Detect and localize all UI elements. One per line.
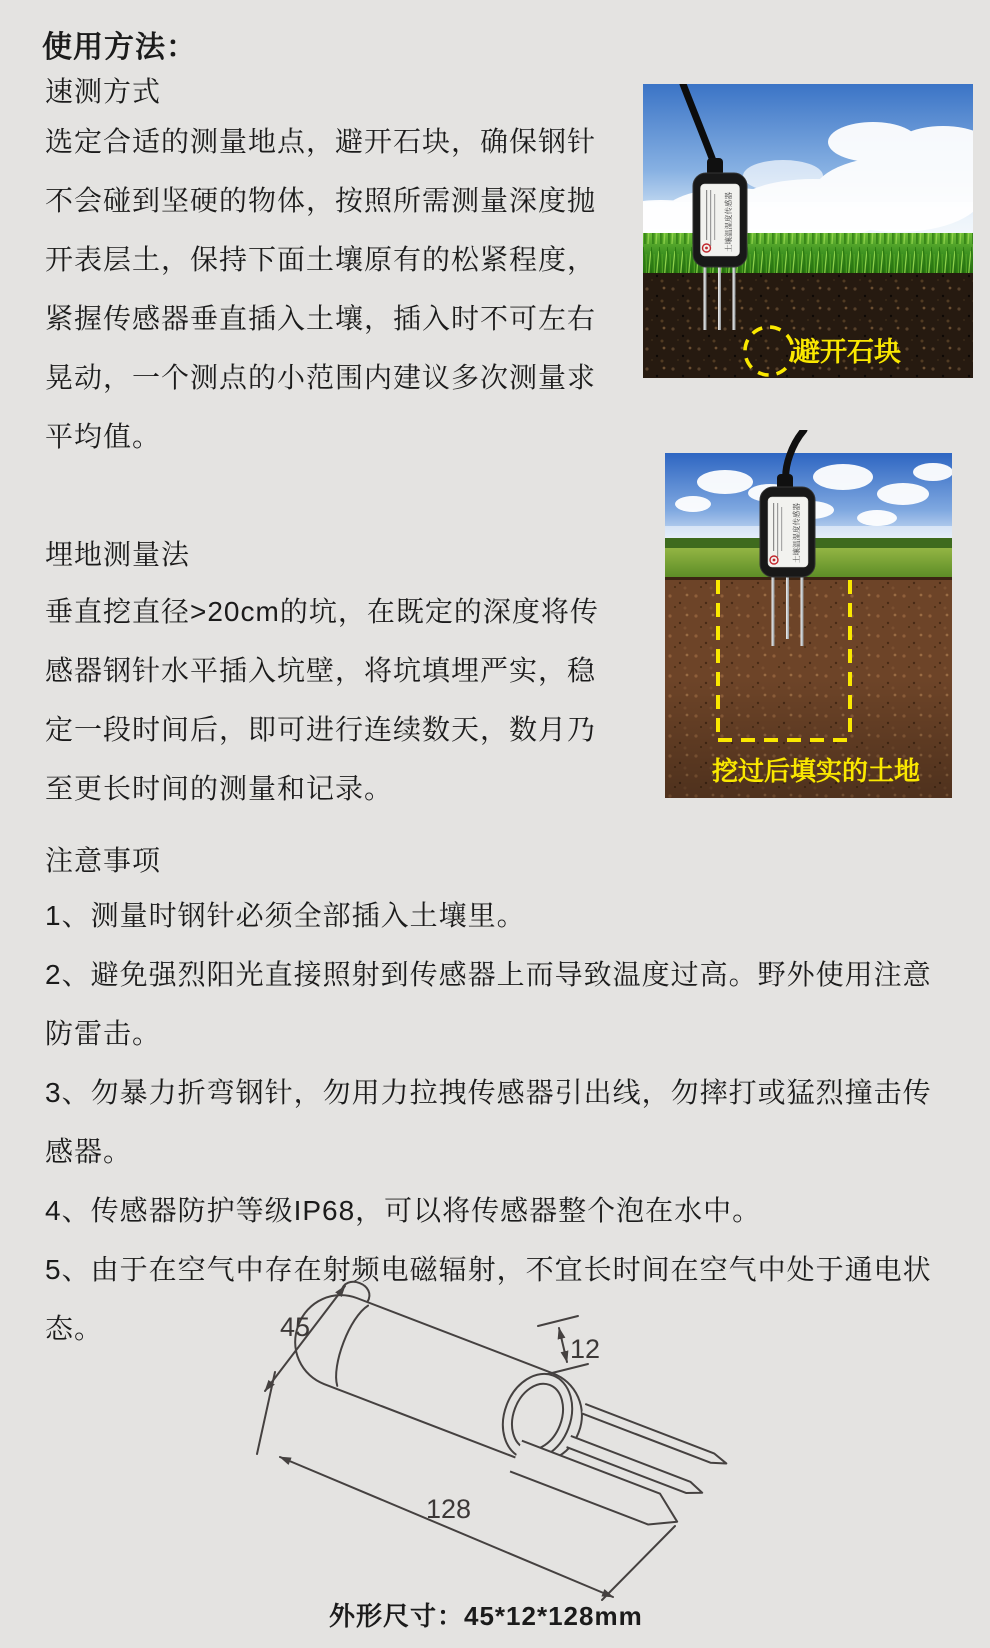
paragraph-buried-measure	[45, 582, 599, 818]
needle-icon	[704, 267, 707, 330]
paragraph-line: 平均值。	[45, 421, 162, 452]
paragraph-line: 垂直挖直径>20cm的坑，在既定的深度将传	[45, 596, 599, 627]
svg-text:128: 128	[426, 1494, 472, 1524]
needle-icon	[772, 577, 775, 646]
section-heading-quick-measure: 速测方式	[45, 76, 162, 107]
needle-icon	[801, 577, 804, 646]
paragraph-line: 至更长时间的测量和记录。	[45, 773, 394, 804]
paragraph-line: 晃动，一个测点的小范围内建议多次测量求	[45, 362, 597, 393]
figure-quick-measure-photo	[643, 84, 973, 378]
section-heading-notes: 注意事项	[45, 845, 162, 876]
svg-text:12: 12	[570, 1334, 601, 1364]
paragraph-quick-measure	[45, 112, 596, 466]
note-line: 1、测量时钢针必须全部插入土壤里。	[45, 900, 526, 931]
note-line: 感器。	[45, 1136, 133, 1167]
section-heading-buried-measure: 埋地测量法	[45, 539, 191, 570]
sensor-dimension-drawing	[230, 1270, 810, 1615]
note-line: 5、由于在空气中存在射频电磁辐射，不宜长时间在空气中处于通电状	[45, 1254, 932, 1285]
page-title: 使用方法：	[42, 31, 197, 64]
paragraph-line: 定一段时间后，即可进行连续数天，数月乃	[45, 714, 597, 745]
figure-buried-measure-photo	[665, 430, 952, 798]
note-line: 3、勿暴力折弯钢针，勿用力拉拽传感器引出线，勿摔打或猛烈撞击传	[45, 1077, 932, 1108]
sensor-outline-body	[277, 1270, 740, 1543]
paragraph-line: 选定合适的测量地点，避开石块，确保钢针	[45, 126, 597, 157]
needle-icon	[733, 267, 736, 330]
dimension-12	[538, 1316, 600, 1374]
note-line: 2、避免强烈阳光直接照射到传感器上而导致温度过高。野外使用注意	[45, 959, 932, 990]
note-line: 态。	[45, 1313, 104, 1344]
dimensions-caption: 外形尺寸：45*12*128mm	[329, 1601, 643, 1631]
sensor-label-text: 土壤温湿度传感器	[792, 503, 801, 563]
needle-icon	[786, 577, 789, 639]
paragraph-line: 开表层土，保持下面土壤原有的松紧程度，	[45, 244, 597, 275]
paragraph-line: 不会碰到坚硬的物体，按照所需测量深度抛	[45, 185, 597, 216]
svg-text:45: 45	[280, 1312, 311, 1342]
needle-icon	[718, 267, 721, 330]
note-line: 4、传感器防护等级IP68，可以将传感器整个泡在水中。	[45, 1195, 762, 1226]
note-line: 防雷击。	[45, 1018, 162, 1049]
annotation-avoid-stones: 避开石块	[793, 337, 901, 367]
sensor-label-text: 土壤温湿度传感器	[724, 192, 733, 252]
paragraph-line: 紧握传感器垂直插入土壤，插入时不可左右	[45, 303, 597, 334]
paragraph-line: 感器钢针水平插入坑壁，将坑填埋严实，稳	[45, 655, 597, 686]
annotation-filled-soil: 挖过后填实的土地	[712, 756, 921, 786]
